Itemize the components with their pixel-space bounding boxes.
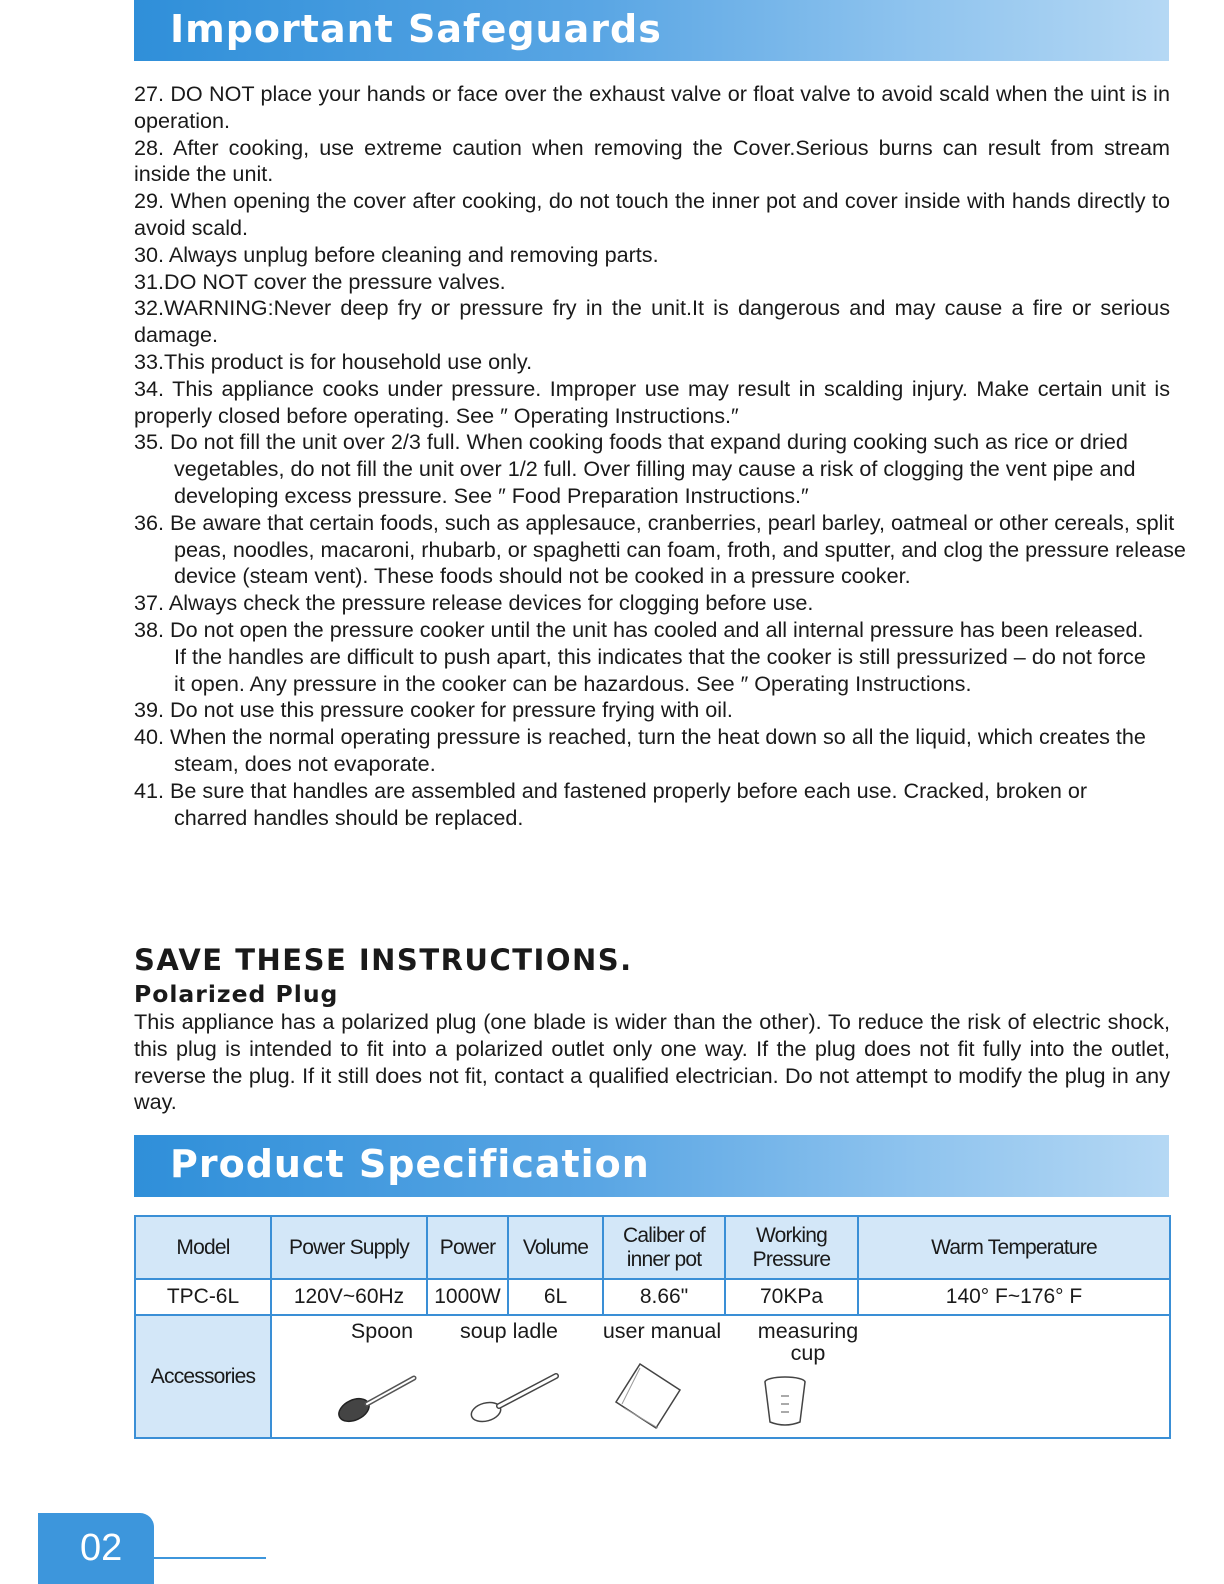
save-instructions-heading: SAVE THESE INSTRUCTIONS. xyxy=(134,943,633,977)
safeguard-item: 27. DO NOT place your hands or face over the exhaust valve or float valve to avoid scald when the uint is in operation. xyxy=(134,81,1170,133)
page-number: 02 xyxy=(80,1527,123,1569)
safeguard-item: 37. Always check the pressure release devices for clogging before use. xyxy=(134,590,814,616)
soup-ladle-icon xyxy=(466,1368,566,1428)
accessory-label: user manual xyxy=(602,1319,722,1343)
value-warm-temperature: 140° F~176° F xyxy=(858,1279,1170,1315)
safeguard-item: 41. Be sure that handles are assembled and fastened properly before each use. Cracked, broken or charred handles should be replaced. xyxy=(134,777,1088,830)
safeguard-item: 38. Do not open the pressure cooker until the unit has cooled and all internal pressure has been released. If the handles are difficult to push apart, this indicates that the cooker is still pressurized – do not force it open. Any pressure in the cooker can be hazardous. See ″ Operating Instructions. xyxy=(134,616,1146,696)
polarized-plug-text: This appliance has a polarized plug (one blade is wider than the other). To reduce the risk of electric shock, this plug is intended to fit into a polarized outlet only one way. If the plug does not fit fully into the outlet, reverse the plug. If it still does not fit, contact a qualified electrician. Do not attempt to modify the plug in any way. xyxy=(134,1009,1170,1115)
safeguard-item: 28. After cooking, use extreme caution when removing the Cover.Serious burns can result from stream inside the unit. xyxy=(134,134,1170,187)
product-specification-banner xyxy=(134,1135,1169,1197)
accessory-soup-ladle xyxy=(444,1316,574,1342)
page-number-tab xyxy=(38,1513,154,1584)
measuring-cup-icon xyxy=(760,1374,810,1430)
value-working-pressure: 70KPa xyxy=(725,1279,858,1315)
safeguard-item: 35. Do not fill the unit over 2/3 full. When cooking foods that expand during cooking such as rice or dried vegetables, do not fill the unit over 1/2 full. Over filling may cause a risk of clogging the vent pipe and developing excess pressure. See ″ Food Preparation Instructions.″ xyxy=(134,429,1136,508)
safeguard-item: 34. This appliance cooks under pressure. Improper use may result in scalding injury. Make certain unit is properly closed before operating. See ″ Operating Instructions.″ xyxy=(134,375,1170,428)
accessory-measuring-cup xyxy=(742,1316,862,1364)
important-safeguards-banner xyxy=(134,0,1169,61)
accessories-label: Accessories xyxy=(135,1315,271,1438)
safeguard-item: 30. Always unplug before cleaning and removing parts. xyxy=(134,241,659,267)
value-volume: 6L xyxy=(508,1279,603,1315)
table-row xyxy=(135,1279,1170,1315)
user-manual-icon xyxy=(610,1360,690,1432)
value-power-supply: 120V~60Hz xyxy=(271,1279,427,1315)
value-caliber: 8.66" xyxy=(603,1279,725,1315)
accessory-user-manual xyxy=(582,1316,742,1342)
header-volume: Volume xyxy=(508,1216,603,1279)
header-warm-temperature: Warm Temperature xyxy=(858,1216,1170,1279)
header-power: Power xyxy=(427,1216,508,1279)
accessories-row xyxy=(135,1315,1170,1438)
polarized-plug-heading: Polarized Plug xyxy=(134,980,339,1008)
safeguard-item: 31.DO NOT cover the pressure valves. xyxy=(134,268,506,294)
header-caliber: Caliber of inner pot xyxy=(603,1216,725,1279)
accessory-spoon xyxy=(322,1316,442,1342)
section-title: Product Specification xyxy=(170,1142,650,1186)
table-header-row xyxy=(135,1216,1170,1279)
accessory-label: soup ladle xyxy=(459,1319,559,1343)
value-power: 1000W xyxy=(427,1279,508,1315)
footer-divider xyxy=(154,1557,266,1559)
safeguard-item: 33.This product is for household use only. xyxy=(134,348,533,374)
safeguard-item: 36. Be aware that certain foods, such as applesauce, cranberries, pearl barley, oatmeal or other cereals, split peas, noodles, macaroni, rhubarb, or spaghetti can foam, froth, and sputter, and clog the pressure release device (steam vent). These foods should not be cooked in a pressure cooker. xyxy=(134,509,1186,589)
header-power-supply: Power Supply xyxy=(271,1216,427,1279)
accessory-label: Spoon xyxy=(350,1319,414,1343)
safeguard-item: 29. When opening the cover after cooking, do not touch the inner pot and cover inside with hands directly to avoid scald. xyxy=(134,188,1170,240)
header-working-pressure: Working Pressure xyxy=(725,1216,858,1279)
safeguard-item: 32.WARNING:Never deep fry or pressure fry in the unit.It is dangerous and may cause a fire or serious damage. xyxy=(134,295,1170,348)
safeguards-list xyxy=(134,81,1186,831)
rice-spoon-icon xyxy=(334,1368,424,1428)
accessory-label: measuring cup xyxy=(757,1319,859,1365)
header-model: Model xyxy=(135,1216,271,1279)
accessories-cell xyxy=(271,1315,1170,1438)
spec-table xyxy=(134,1215,1171,1439)
value-model: TPC-6L xyxy=(135,1279,271,1315)
safeguard-item: 39. Do not use this pressure cooker for pressure frying with oil. xyxy=(134,697,733,723)
section-title: Important Safeguards xyxy=(170,7,662,51)
safeguard-item: 40. When the normal operating pressure is reached, turn the heat down so all the liquid, which creates the steam, does not evaporate. xyxy=(134,724,1146,776)
